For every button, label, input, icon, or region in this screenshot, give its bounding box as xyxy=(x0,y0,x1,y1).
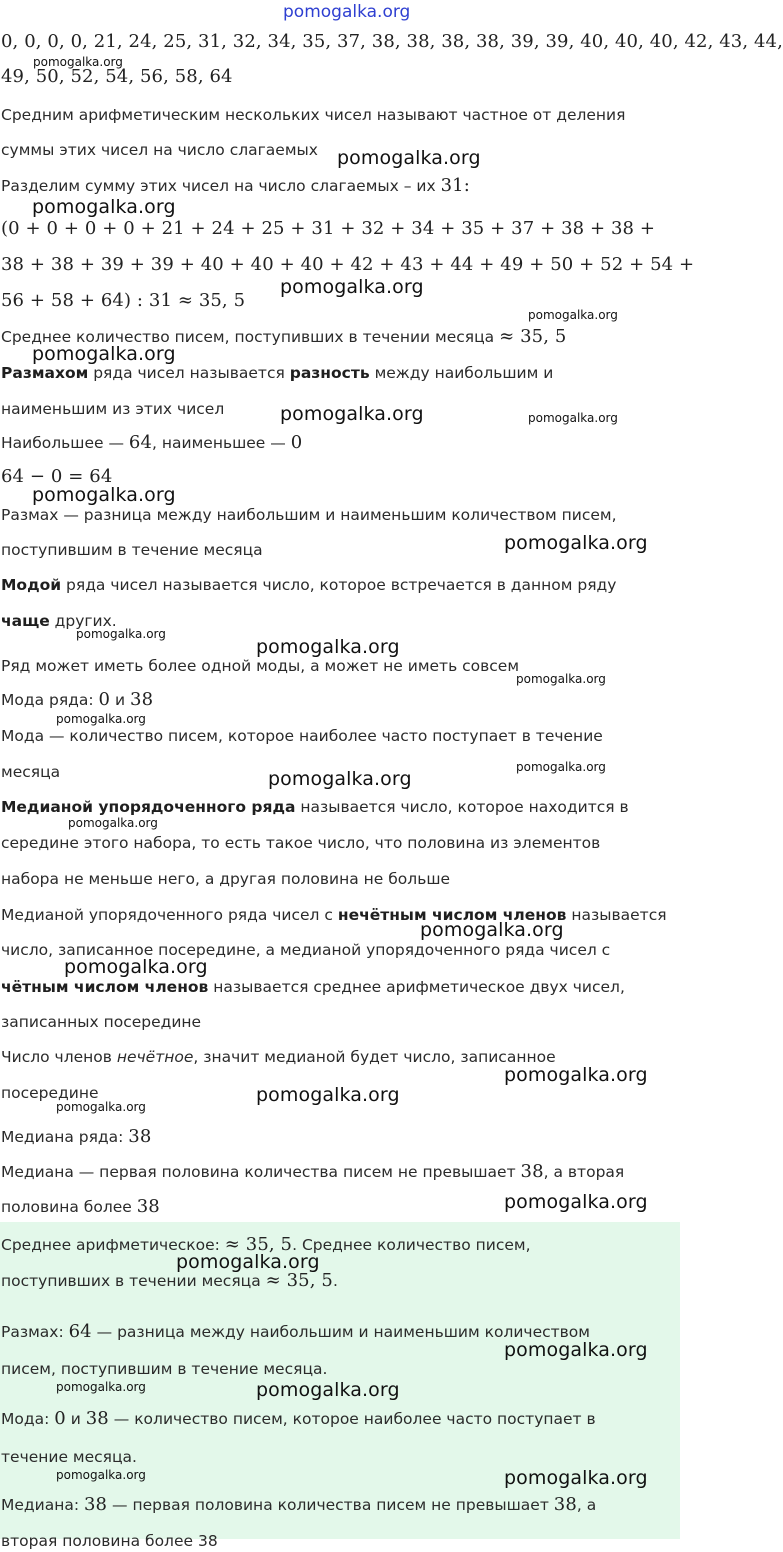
answer-mean-value: ≈ 35, 5 xyxy=(224,1234,293,1255)
mode-term-more-often: чаще xyxy=(1,612,50,630)
median-rule-line-1 xyxy=(1,904,667,926)
watermark: pomogalka.org xyxy=(256,636,400,658)
answer-range-line-2: писем, поступившим в течение месяца. xyxy=(1,1360,328,1378)
answer-mode-label: Мода: xyxy=(1,1410,55,1428)
median-conclusion2-start: половина более xyxy=(1,1198,137,1216)
range-calc: 64 − 0 = 64 xyxy=(1,466,113,487)
mean-definition-line-2: суммы этих чисел на число слагаемых xyxy=(1,141,318,159)
median-definition-line-2: середине этого набора, то есть такое число, что половина из элементов xyxy=(1,834,601,852)
range-max-value: 64 xyxy=(128,432,153,453)
range-def-end: между наибольшим и xyxy=(369,364,554,382)
answer-mode-line-1 xyxy=(1,1408,596,1430)
watermark-small: pomogalka.org xyxy=(68,816,158,830)
mode-def-end2: других. xyxy=(49,612,117,630)
watermark: pomogalka.org xyxy=(32,343,176,365)
sequence-line-2: 49, 50, 52, 54, 56, 58, 64 xyxy=(1,66,233,87)
median-rule-end: называется xyxy=(566,906,667,924)
range-term-difference: разность xyxy=(289,364,370,382)
median-odd-start: Число членов xyxy=(1,1048,117,1066)
answer-range-value: 64 xyxy=(68,1321,92,1342)
site-watermark-top: pomogalka.org xyxy=(283,2,411,22)
answer-median-label: Медиана: xyxy=(1,1496,84,1514)
range-def-mid: ряда чисел называется xyxy=(88,364,290,382)
mode-term: Модой xyxy=(1,576,62,594)
watermark: pomogalka.org xyxy=(504,532,648,554)
watermark-small: pomogalka.org xyxy=(56,1380,146,1394)
watermark: pomogalka.org xyxy=(32,484,176,506)
sequence-line-1: 0, 0, 0, 0, 21, 24, 25, 31, 32, 34, 35, 37, 38, 38, 38, 38, 39, 39, 40, 40, 40, 42, 43, 44, xyxy=(1,31,783,52)
mean-divide-line xyxy=(1,175,470,197)
mode-conclusion-line-1: Мода — количество писем, которое наиболее часто поступает в течение xyxy=(1,727,603,745)
answer-mode-value-1: 0 xyxy=(54,1408,66,1429)
mean-divide-text: Разделим сумму этих чисел на число слагаемых – их xyxy=(1,177,436,195)
watermark: pomogalka.org xyxy=(256,1379,400,1401)
watermark: pomogalka.org xyxy=(176,1251,320,1273)
answer-range-line-1 xyxy=(1,1321,590,1343)
answer-median-value2: 38 xyxy=(553,1494,577,1515)
answer-mean-label: Среднее арифметическое: xyxy=(1,1236,225,1254)
range-min-value: 0 xyxy=(290,432,303,453)
answer-mode-value-2: 38 xyxy=(85,1408,109,1429)
median-conclusion-value: 38 xyxy=(520,1161,544,1182)
mean-definition-line-1: Средним арифметическим нескольких чисел называют частное от деления xyxy=(1,106,626,124)
watermark: pomogalka.org xyxy=(64,956,208,978)
median-value: 38 xyxy=(128,1126,152,1147)
watermark: pomogalka.org xyxy=(256,1084,400,1106)
answer-mean-text2: поступивших в течении месяца xyxy=(1,1272,266,1290)
mean-calc-line-1: (0 + 0 + 0 + 0 + 21 + 24 + 25 + 31 + 32 + 34 + 35 + 37 + 38 + 38 + xyxy=(1,218,656,239)
watermark-small: pomogalka.org xyxy=(516,760,606,774)
mean-result-value: ≈ 35, 5 xyxy=(499,326,567,347)
watermark-small: pomogalka.org xyxy=(528,411,618,425)
mode-value-line xyxy=(1,689,153,711)
watermark-small: pomogalka.org xyxy=(516,672,606,686)
answer-mode-and: и xyxy=(65,1410,86,1428)
answer-median-end: , а xyxy=(576,1496,597,1514)
answer-mean-line-2 xyxy=(1,1270,338,1292)
answer-median-line-1 xyxy=(1,1494,596,1516)
mode-def-end: ряда чисел называется число, которое встречается в данном ряду xyxy=(61,576,617,594)
answer-median-text: — первая половина количества писем не превышает xyxy=(107,1496,554,1514)
answer-median-value: 38 xyxy=(83,1494,108,1515)
mean-calc-line-3: 56 + 58 + 64) : 31 ≈ 35, 5 xyxy=(1,290,246,311)
range-min-label: , наименьшее — xyxy=(152,434,291,452)
range-conclusion-line-2: поступившим в течение месяца xyxy=(1,541,263,559)
mean-result-text: Среднее количество писем, поступивших в течении месяца xyxy=(1,328,495,346)
mode-value-1: 0 xyxy=(98,689,111,710)
median-conclusion-end: , а вторая xyxy=(543,1163,625,1181)
watermark: pomogalka.org xyxy=(280,403,424,425)
median-term: Медианой упорядоченного ряда xyxy=(1,798,296,816)
median-conclusion-line-1 xyxy=(1,1161,624,1183)
watermark-small: pomogalka.org xyxy=(56,1468,146,1482)
mode-conclusion-line-2: месяца xyxy=(1,763,61,781)
median-rule3-end: называется среднее арифметическое двух чисел, xyxy=(208,978,625,996)
watermark: pomogalka.org xyxy=(268,768,412,790)
median-odd-line-1 xyxy=(1,1046,556,1068)
median-rule-line-4: записанных посередине xyxy=(1,1013,202,1031)
median-def-end: называется число, которое находится в xyxy=(295,798,629,816)
mode-definition-line-1 xyxy=(1,574,616,596)
range-max-min-line xyxy=(1,432,302,454)
watermark-small: pomogalka.org xyxy=(76,627,166,641)
median-rule-start: Медианой упорядоченного ряда чисел с xyxy=(1,906,338,924)
watermark: pomogalka.org xyxy=(337,147,481,169)
watermark: pomogalka.org xyxy=(504,1339,648,1361)
answer-mean-dot: . xyxy=(332,1272,338,1290)
answer-mode-line-2: течение месяца. xyxy=(1,1448,137,1466)
watermark-small: pomogalka.org xyxy=(56,712,146,726)
watermark: pomogalka.org xyxy=(504,1191,648,1213)
mean-count: 31: xyxy=(440,175,470,196)
range-definition-line-1 xyxy=(1,362,553,384)
range-max-label: Наибольшее — xyxy=(1,434,129,452)
range-conclusion-line-1: Размах — разница между наибольшим и наименьшим количеством писем, xyxy=(1,506,617,524)
mode-and: и xyxy=(110,691,131,709)
median-odd-line-2: посередине xyxy=(1,1084,99,1102)
median-definition-line-1 xyxy=(1,796,629,818)
answer-range-label: Размах: xyxy=(1,1323,69,1341)
median-rule-line-3 xyxy=(1,976,625,998)
watermark-small: pomogalka.org xyxy=(528,308,618,322)
median-even-term: чётным числом членов xyxy=(1,978,209,996)
median-conclusion-line-2 xyxy=(1,1196,160,1218)
median-conclusion-start: Медиана — первая половина количества писем не превышает xyxy=(1,1163,521,1181)
median-conclusion2-value: 38 xyxy=(136,1196,160,1217)
watermark-small: pomogalka.org xyxy=(56,1100,146,1114)
mode-note: Ряд может иметь более одной моды, а может не иметь совсем xyxy=(1,657,520,675)
mean-calc-line-2: 38 + 38 + 39 + 39 + 40 + 40 + 40 + 42 + 43 + 44 + 49 + 50 + 52 + 54 + xyxy=(1,254,695,275)
range-definition-line-2: наименьшим из этих чисел xyxy=(1,400,225,418)
range-term: Размахом xyxy=(1,364,89,382)
watermark: pomogalka.org xyxy=(504,1467,648,1489)
answer-mode-text: — количество писем, которое наиболее часто поступает в xyxy=(108,1410,596,1428)
median-odd-end: , значит медианой будет число, записанное xyxy=(193,1048,556,1066)
answer-median-line-2: вторая половина более 38 xyxy=(1,1532,218,1550)
watermark-small: pomogalka.org xyxy=(33,55,123,69)
watermark: pomogalka.org xyxy=(32,196,176,218)
watermark: pomogalka.org xyxy=(280,276,424,298)
watermark: pomogalka.org xyxy=(504,1064,648,1086)
answer-range-text: — разница между наибольшим и наименьшим количеством xyxy=(91,1323,590,1341)
median-odd-italic: нечётное xyxy=(116,1048,194,1066)
mode-label: Мода ряда: xyxy=(1,691,99,709)
median-label: Медиана ряда: xyxy=(1,1128,129,1146)
watermark: pomogalka.org xyxy=(420,919,564,941)
median-rule-line-2: число, записанное посередине, а медианой упорядоченного ряда чисел с xyxy=(1,941,611,959)
median-odd-term: нечётным числом членов xyxy=(337,906,567,924)
mode-value-2: 38 xyxy=(130,689,154,710)
answer-mean-text: . Среднее количество писем, xyxy=(292,1236,531,1254)
median-value-line xyxy=(1,1126,151,1148)
median-definition-line-3: набора не меньше него, а другая половина не больше xyxy=(1,870,451,888)
answer-mean-value2: ≈ 35, 5 xyxy=(265,1270,333,1291)
